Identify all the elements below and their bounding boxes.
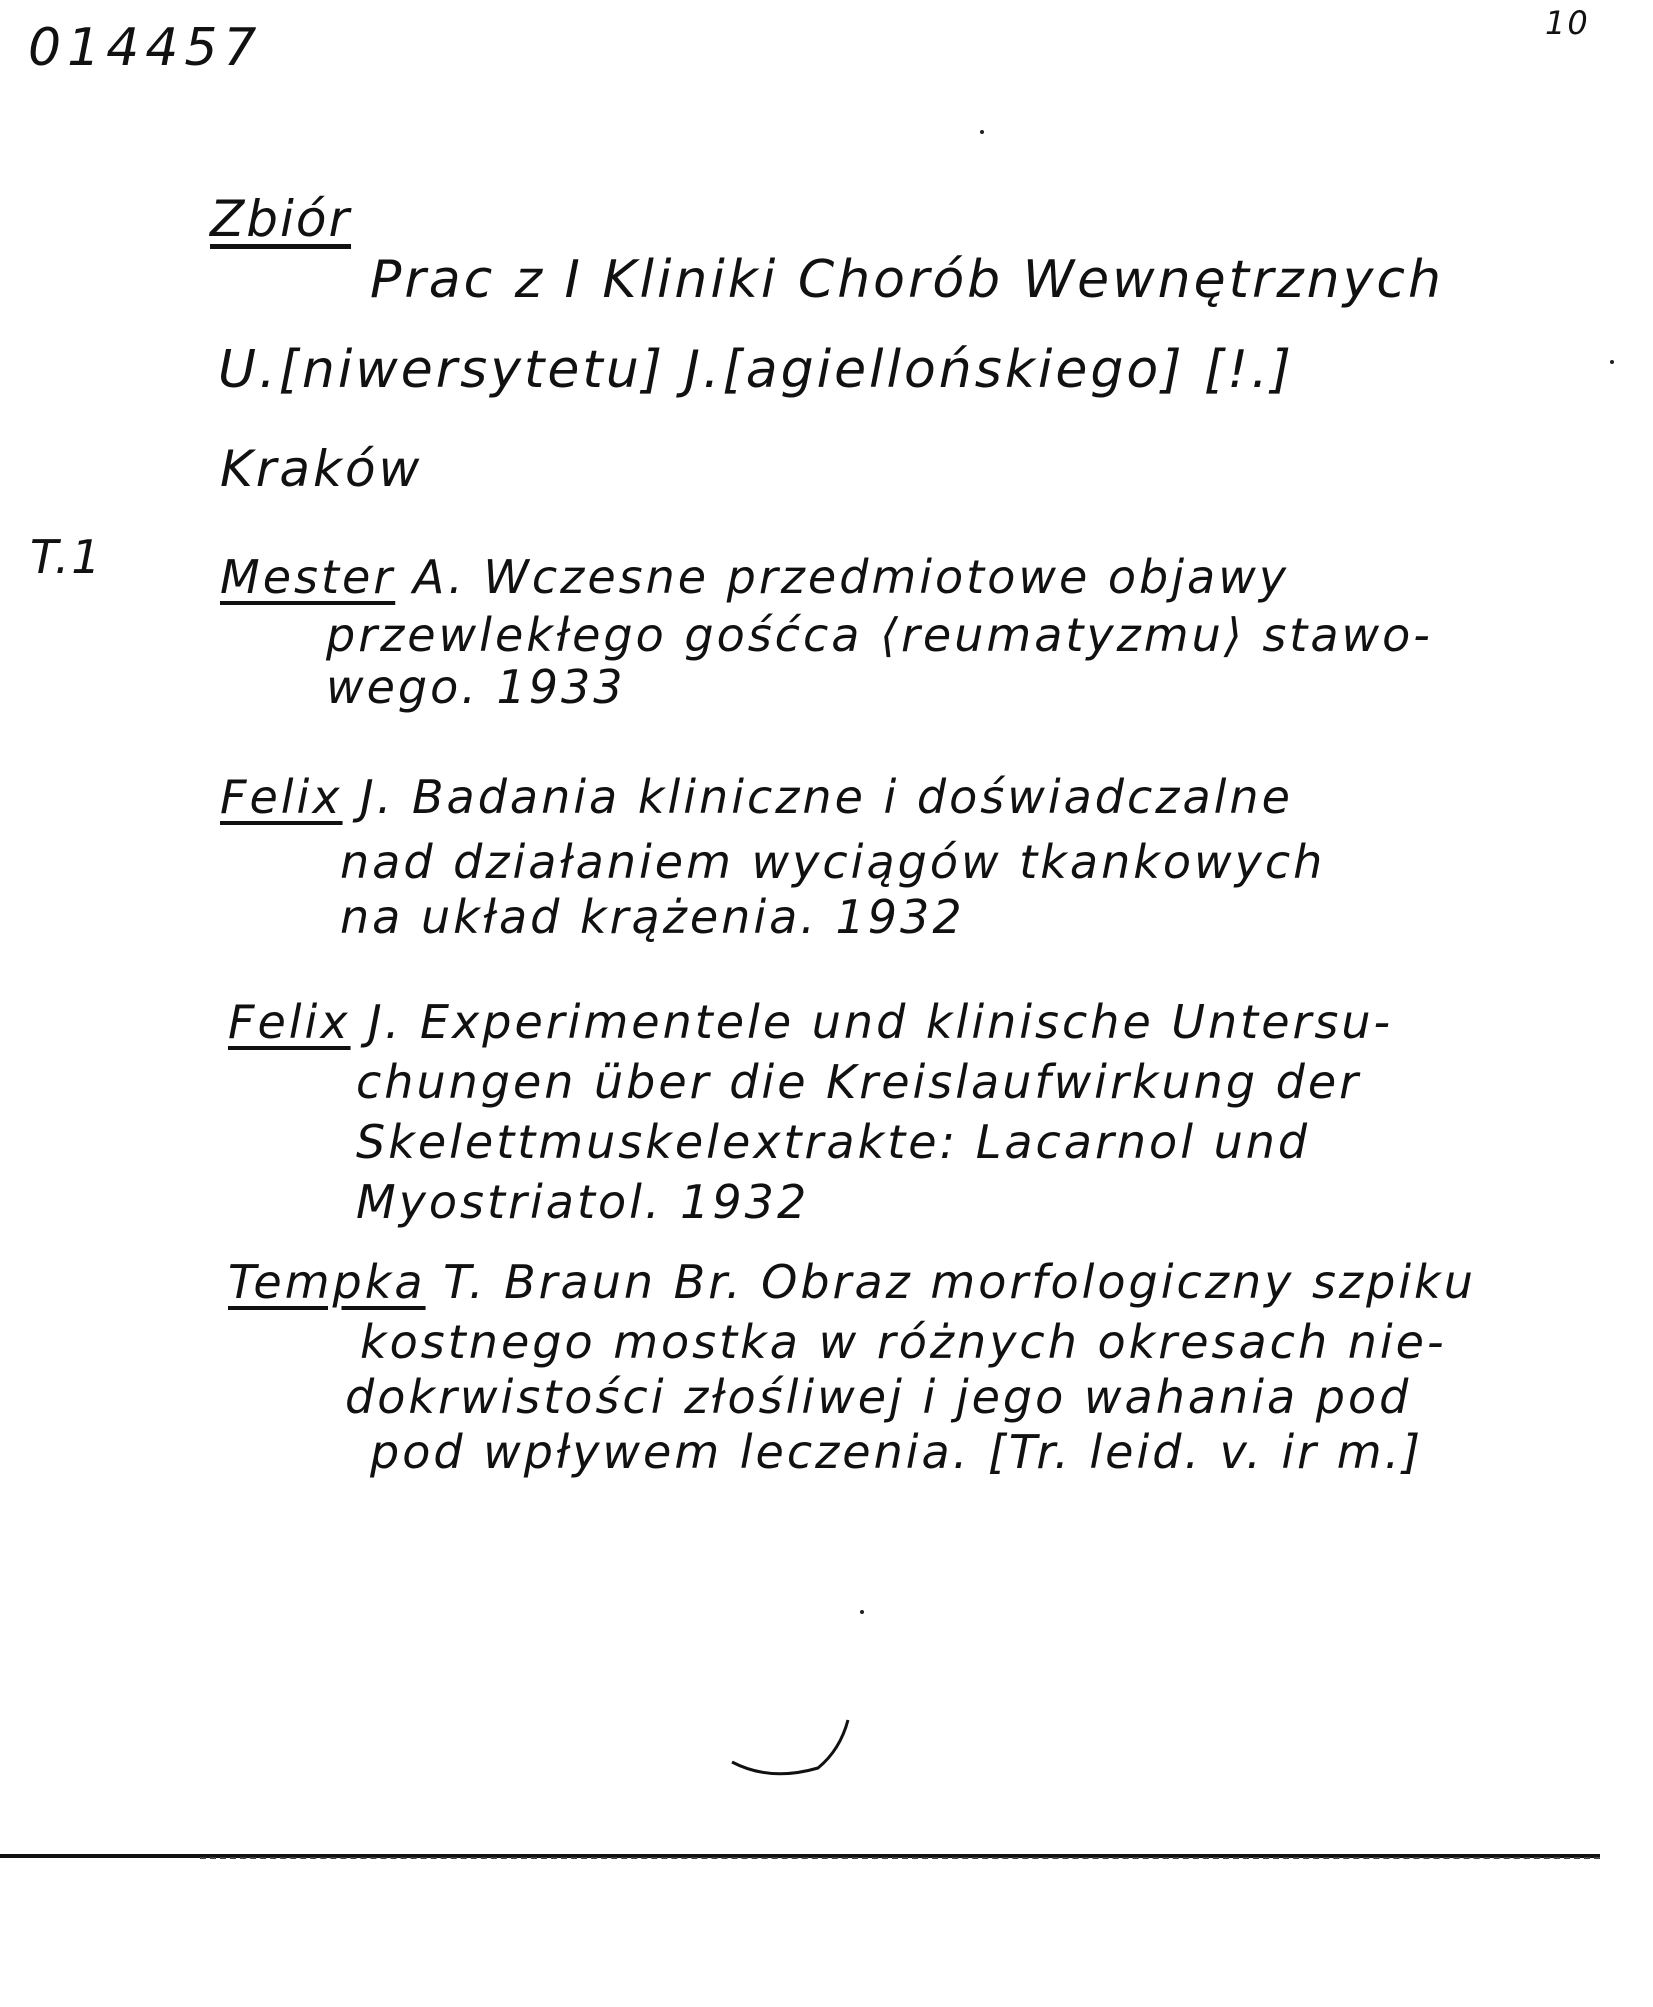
entry-4-author: Tempka <box>228 1255 426 1309</box>
entry-4-text-1: T. Braun Br. Obraz morfologiczny szpiku <box>425 1255 1476 1309</box>
volume-mark: T.1 <box>30 530 103 584</box>
entry-2-line-1 <box>220 770 1293 824</box>
collection-label: Zbiór <box>210 190 352 248</box>
collection-title-line-1: Prac z I Kliniki Chorób Wewnętrznych <box>370 250 1444 310</box>
entry-1-line-1 <box>220 550 1289 604</box>
bottom-border-dash <box>200 1857 1600 1859</box>
entry-3-line-4: Myostriatol. 1932 <box>356 1175 810 1229</box>
entry-2-line-2: nad działaniem wyciągów tkankowych <box>340 835 1326 889</box>
entry-1-text-1: A. Wczesne przedmiotowe objawy <box>395 550 1290 604</box>
entry-3-line-3: Skelettmuskelextrakte: Lacarnol und <box>356 1115 1311 1169</box>
entry-4-line-2: kostnego mostka w różnych okresach nie- <box>360 1315 1447 1369</box>
entry-2-text-1: J. Badania kliniczne i doświadczalne <box>342 770 1293 824</box>
entry-3-author: Felix <box>228 995 351 1049</box>
entry-3-text-1: J. Experimentele und klinische Untersu- <box>350 995 1394 1049</box>
collection-title-line-2: U.[niwersytetu] J.[agiellońskiego] [!.] <box>218 340 1294 400</box>
entry-1-line-3: wego. 1933 <box>326 660 626 714</box>
entry-2-author: Felix <box>220 770 343 824</box>
page-number: 10 <box>1545 4 1590 42</box>
entry-4-line-3: dokrwistości złośliwej i jego wahania pod <box>345 1370 1412 1424</box>
entry-4-line-4: pod wpływem leczenia. [Tr. leid. v. ir m.] <box>370 1425 1424 1479</box>
publication-place: Kraków <box>220 440 423 498</box>
scan-speck <box>860 1610 864 1614</box>
entry-3-line-2: chungen über die Kreislaufwirkung der <box>356 1055 1362 1109</box>
entry-2-line-3: na układ krążenia. 1932 <box>340 890 965 944</box>
scan-speck <box>1610 360 1614 364</box>
punch-hole-mark <box>730 1690 860 1780</box>
scan-speck <box>980 130 984 134</box>
entry-1-author: Mester <box>220 550 396 604</box>
entry-3-line-1 <box>228 995 1393 1049</box>
entry-1-line-2: przewlekłego gośćca ⟨reumatyzmu⟩ stawo- <box>326 608 1433 662</box>
catalog-number: 014457 <box>28 18 263 78</box>
entry-4-line-1 <box>228 1255 1476 1309</box>
